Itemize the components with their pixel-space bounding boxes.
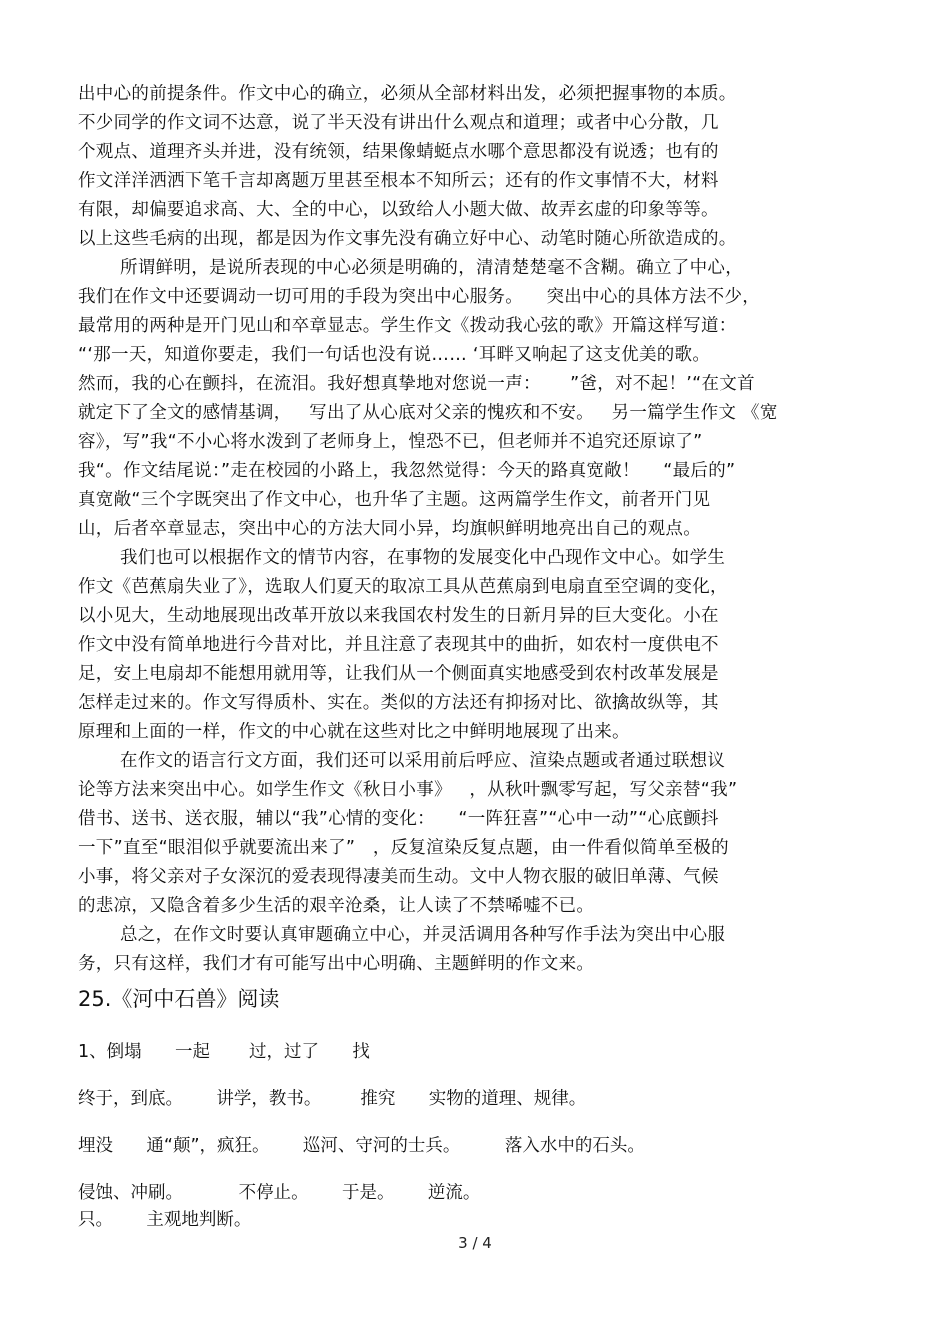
- answer-line: 侵蚀、冲刷。 不停止。 于是。 逆流。: [78, 1183, 481, 1203]
- body-line: 以上这些毛病的出现，都是因为作文事先没有确立好中心、动笔时随心所欲造成的。: [78, 229, 737, 249]
- body-line: 有限，却偏要追求高、大、全的中心，以致给人小题大做、故弄玄虚的印象等等。: [78, 200, 719, 220]
- body-line: 所谓鲜明，是说所表现的中心必须是明确的，清清楚楚毫不含糊。确立了中心，: [120, 258, 743, 278]
- body-line: 出中心的前提条件。作文中心的确立，必须从全部材料出发，必须把握事物的本质。: [78, 84, 737, 104]
- body-line: 就定下了全文的感情基调， 写出了从心底对父亲的愧疚和不安。 另一篇学生作文 《宽: [78, 403, 778, 423]
- body-line: 以小见大，生动地展现出改革开放以来我国农村发生的日新月异的巨大变化。小在: [78, 606, 719, 626]
- body-line: 我们在作文中还要调动一切可用的手段为突出中心服务。 突出中心的具体方法不少，: [78, 287, 761, 307]
- body-line: 怎样走过来的。作文写得质朴、实在。类似的方法还有抑扬对比、欲擒故纵等，其: [78, 693, 719, 713]
- answer-line: 1、倒塌 一起 过，过了 找: [78, 1042, 370, 1062]
- body-line: 的悲凉，又隐含着多少生活的艰辛沧桑，让人读了不禁唏嘘不已。: [78, 896, 595, 916]
- body-line: 足，安上电扇却不能想用就用等，让我们从一个侧面真实地感受到农村改革发展是: [78, 664, 719, 684]
- answer-line: 埋没 通“颠”，疯狂。 巡河、守河的士兵。 落入水中的石头。: [78, 1136, 645, 1156]
- body-line: 我“。作文结尾说：”走在校园的小路上，我忽然觉得：今天的路真宽敞！ “最后的”: [78, 461, 736, 481]
- body-line: 总之，在作文时要认真审题确立中心，并灵活调用各种写作手法为突出中心服: [120, 925, 726, 945]
- body-line: 我们也可以根据作文的情节内容，在事物的发展变化中凸现作文中心。如学生: [120, 548, 726, 568]
- page-number: 3 / 4: [458, 1234, 492, 1252]
- body-line: 不少同学的作文词不达意，说了半天没有讲出什么观点和道理；或者中心分散，几: [78, 113, 719, 133]
- answer-line: 只。 主观地判断。: [78, 1210, 252, 1230]
- body-line: “‘那一天，知道你要走，我们一句话也没有说…… ‘耳畔又响起了这支优美的歌。: [78, 345, 711, 365]
- body-line: 容》，写”我“不小心将水泼到了老师身上，惶恐不已，但老师并不追究还原谅了”: [78, 432, 703, 452]
- body-line: 一下”直至“眼泪似乎就要流出来了” ，反复渲染反复点题，由一件看似简单至极的: [78, 838, 729, 858]
- answer-line: 终于，到底。 讲学，教书。 推究 实物的道理、规律。: [78, 1089, 587, 1109]
- body-line: 最常用的两种是开门见山和卒章显志。学生作文《拨动我心弦的歌》开篇这样写道：: [78, 316, 737, 336]
- body-line: 小事，将父亲对子女深沉的爱表现得凄美而生动。文中人物衣服的破旧单薄、气候: [78, 867, 719, 887]
- section-heading: 25.《河中石兽》阅读: [78, 987, 280, 1011]
- body-line: 原理和上面的一样，作文的中心就在这些对比之中鲜明地展现了出来。: [78, 722, 630, 742]
- body-line: 在作文的语言行文方面，我们还可以采用前后呼应、渲染点题或者通过联想议: [120, 751, 726, 771]
- body-line: 山，后者卒章显志，突出中心的方法大同小异，均旗帜鲜明地亮出自己的观点。: [78, 519, 701, 539]
- body-line: 真宽敞“三个字既突出了作文中心，也升华了主题。这两篇学生作文，前者开门见: [78, 490, 711, 510]
- body-line: 务，只有这样，我们才有可能写出中心明确、主题鲜明的作文来。: [78, 954, 595, 974]
- body-line: 个观点、道理齐头并进，没有统领，结果像蜻蜓点水哪个意思都没有说透；也有的: [78, 142, 719, 162]
- body-line: 作文《芭蕉扇失业了》，选取人们夏天的取凉工具从芭蕉扇到电扇直至空调的变化，: [78, 577, 728, 597]
- body-line: 作文中没有简单地进行今昔对比，并且注意了表现其中的曲折，如农村一度供电不: [78, 635, 719, 655]
- body-line: 然而，我的心在颤抖，在流泪。我好想真挚地对您说一声： ”爸，对不起！’“在文首: [78, 374, 755, 394]
- body-line: 论等方法来突出中心。如学生作文《秋日小事》 ，从秋叶飘零写起，写父亲替“我”: [78, 780, 738, 800]
- body-line: 借书、送书、送衣服，辅以“我”心情的变化： “一阵狂喜”“心中一动”“心底颤抖: [78, 809, 719, 829]
- body-line: 作文洋洋洒洒下笔千言却离题万里甚至根本不知所云；还有的作文事情不大，材料: [78, 171, 719, 191]
